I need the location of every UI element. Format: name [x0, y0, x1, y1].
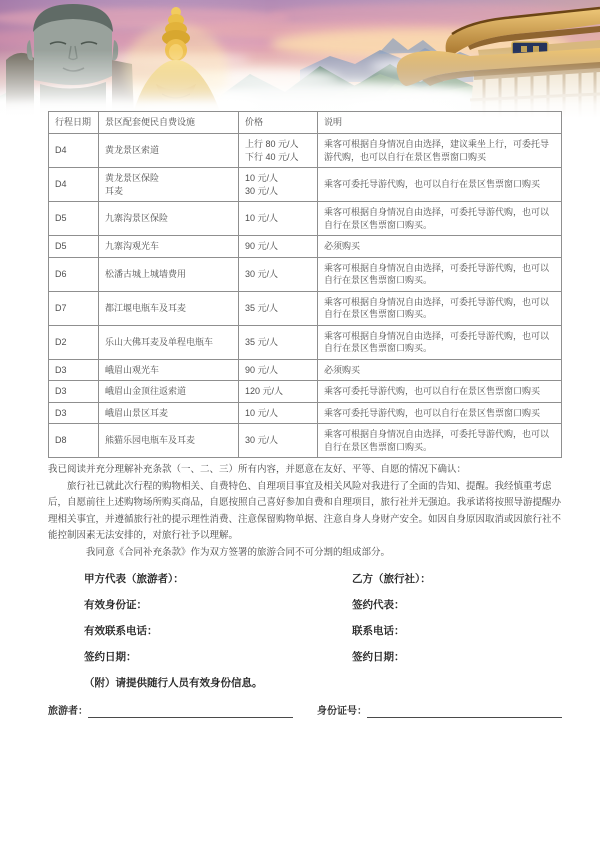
signature-row	[48, 651, 562, 664]
table-row	[49, 291, 562, 325]
note-cell: 乘客可根据自身情况自由选择，可委托导游代购，也可以自行在景区售票窗口购买。	[318, 291, 562, 325]
table-row	[49, 202, 562, 236]
attachment-note: （附）请提供随行人员有效身份信息。	[84, 677, 263, 689]
note-cell: 乘客可根据自身情况自由选择，可委托导游代购，也可以自行在景区售票窗口购买。	[318, 202, 562, 236]
signature-section	[48, 573, 562, 690]
confirmation-paragraph: 旅行社已就此次行程的购物相关、自费特色、自理项目事宜及相关风险对我进行了全面的告知、提醒。我经慎重考虑后，自愿前往上述购物场所购买商品，自愿按照自己喜好参加自费和自理项目，旅行社并无强迫。我承诺将按照导游提醒办理相关事宜，并遵循旅行社的提示理性消费、注意保留购物单据、注意自身人身财产安全。如因自身原因取消或因旅行社不能控制因素无法安排的，对旅行社予以理解。	[48, 480, 562, 541]
table-header-row	[49, 112, 562, 134]
column-header-day: 行程日期	[49, 112, 99, 134]
note-cell: 乘客可委托导游代购，也可以自行在景区售票窗口购买	[318, 402, 562, 424]
facility-cell: 黄龙景区索道	[99, 134, 239, 168]
column-header-note: 说明	[318, 112, 562, 134]
facility-cell: 峨眉山观光车	[99, 359, 239, 381]
day-cell: D5	[49, 202, 99, 236]
table-row	[49, 381, 562, 403]
table-row	[49, 236, 562, 258]
price-cell: 30 元/人	[239, 257, 318, 291]
traveler-signature-line	[48, 706, 562, 718]
party-b-rep-label: 签约代表：	[352, 599, 405, 611]
table-row	[49, 402, 562, 424]
party-b-label: 乙方（旅行社）：	[352, 573, 431, 585]
signature-row	[48, 599, 562, 612]
facility-cell: 乐山大佛耳麦及单程电瓶车	[99, 325, 239, 359]
banner-photo	[0, 0, 600, 118]
price-cell: 90 元/人	[239, 359, 318, 381]
price-cell: 30 元/人	[239, 424, 318, 458]
note-cell: 必须购买	[318, 236, 562, 258]
day-cell: D2	[49, 325, 99, 359]
party-a-date-label: 签约日期：	[84, 651, 137, 663]
table-row	[49, 424, 562, 458]
banner-bottom-fade	[0, 50, 600, 118]
party-a-phone-label: 有效联系电话：	[84, 625, 158, 637]
id-number-label: 身份证号：	[317, 706, 367, 717]
day-cell: D5	[49, 236, 99, 258]
day-cell: D3	[49, 359, 99, 381]
note-cell: 乘客可委托导游代购，也可以自行在景区售票窗口购买	[318, 381, 562, 403]
price-cell: 35 元/人	[239, 291, 318, 325]
price-cell: 90 元/人	[239, 236, 318, 258]
day-cell: D6	[49, 257, 99, 291]
party-b-date-label: 签约日期：	[352, 651, 405, 663]
document-body	[0, 111, 600, 718]
note-cell: 乘客可根据自身情况自由选择，可委托导游代购，也可以自行在景区售票窗口购买。	[318, 424, 562, 458]
note-cell: 乘客可委托导游代购，也可以自行在景区售票窗口购买	[318, 168, 562, 202]
note-cell: 必须购买	[318, 359, 562, 381]
party-b-phone-label: 联系电话：	[352, 625, 405, 637]
scenery-illustration	[0, 0, 600, 118]
column-header-facility: 景区配套便民自费设施	[99, 112, 239, 134]
facility-cell: 松潘古城上城墙费用	[99, 257, 239, 291]
price-cell: 10 元/人 30 元/人	[239, 168, 318, 202]
table-row	[49, 359, 562, 381]
facility-cell: 黄龙景区保险 耳麦	[99, 168, 239, 202]
facility-cell: 峨眉山景区耳麦	[99, 402, 239, 424]
traveler-name-blank	[88, 707, 293, 718]
price-cell: 上行 80 元/人 下行 40 元/人	[239, 134, 318, 168]
facility-cell: 九寨沟景区保险	[99, 202, 239, 236]
day-cell: D4	[49, 134, 99, 168]
party-a-label: 甲方代表（旅游者）：	[84, 573, 184, 585]
day-cell: D7	[49, 291, 99, 325]
traveler-label: 旅游者：	[48, 706, 88, 717]
self-pay-facilities-table	[48, 111, 562, 458]
facility-cell: 熊猫乐园电瓶车及耳麦	[99, 424, 239, 458]
price-cell: 35 元/人	[239, 325, 318, 359]
price-cell: 10 元/人	[239, 402, 318, 424]
signature-row	[48, 625, 562, 638]
id-number-blank	[367, 707, 562, 718]
party-a-id-label: 有效身份证：	[84, 599, 147, 611]
day-cell: D3	[49, 381, 99, 403]
table-row	[49, 325, 562, 359]
note-cell: 乘客可根据自身情况自由选择，可委托导游代购，也可以自行在景区售票窗口购买。	[318, 257, 562, 291]
day-cell: D8	[49, 424, 99, 458]
table-row	[49, 168, 562, 202]
confirmation-intro: 我已阅读并充分理解补充条款（一、二、三）所有内容，并愿意在友好、平等、自愿的情况下确认：	[48, 464, 467, 475]
day-cell: D4	[49, 168, 99, 202]
facility-cell: 九寨沟观光车	[99, 236, 239, 258]
table-row	[49, 257, 562, 291]
facility-cell: 都江堰电瓶车及耳麦	[99, 291, 239, 325]
facility-cell: 峨眉山金顶往返索道	[99, 381, 239, 403]
table-row	[49, 134, 562, 168]
price-cell: 10 元/人	[239, 202, 318, 236]
price-cell: 120 元/人	[239, 381, 318, 403]
column-header-price: 价格	[239, 112, 318, 134]
note-cell: 乘客可根据自身情况自由选择，可委托导游代购，也可以自行在景区售票窗口购买。	[318, 325, 562, 359]
agreement-statement: 我同意《合同补充条款》作为双方签署的旅游合同不可分割的组成部分。	[86, 546, 391, 558]
note-cell: 乘客可根据自身情况自由选择，建议乘坐上行，可委托导游代购，也可以自行在景区售票窗口购买	[318, 134, 562, 168]
signature-row	[48, 573, 562, 586]
confirmation-section	[48, 462, 562, 561]
day-cell: D3	[49, 402, 99, 424]
